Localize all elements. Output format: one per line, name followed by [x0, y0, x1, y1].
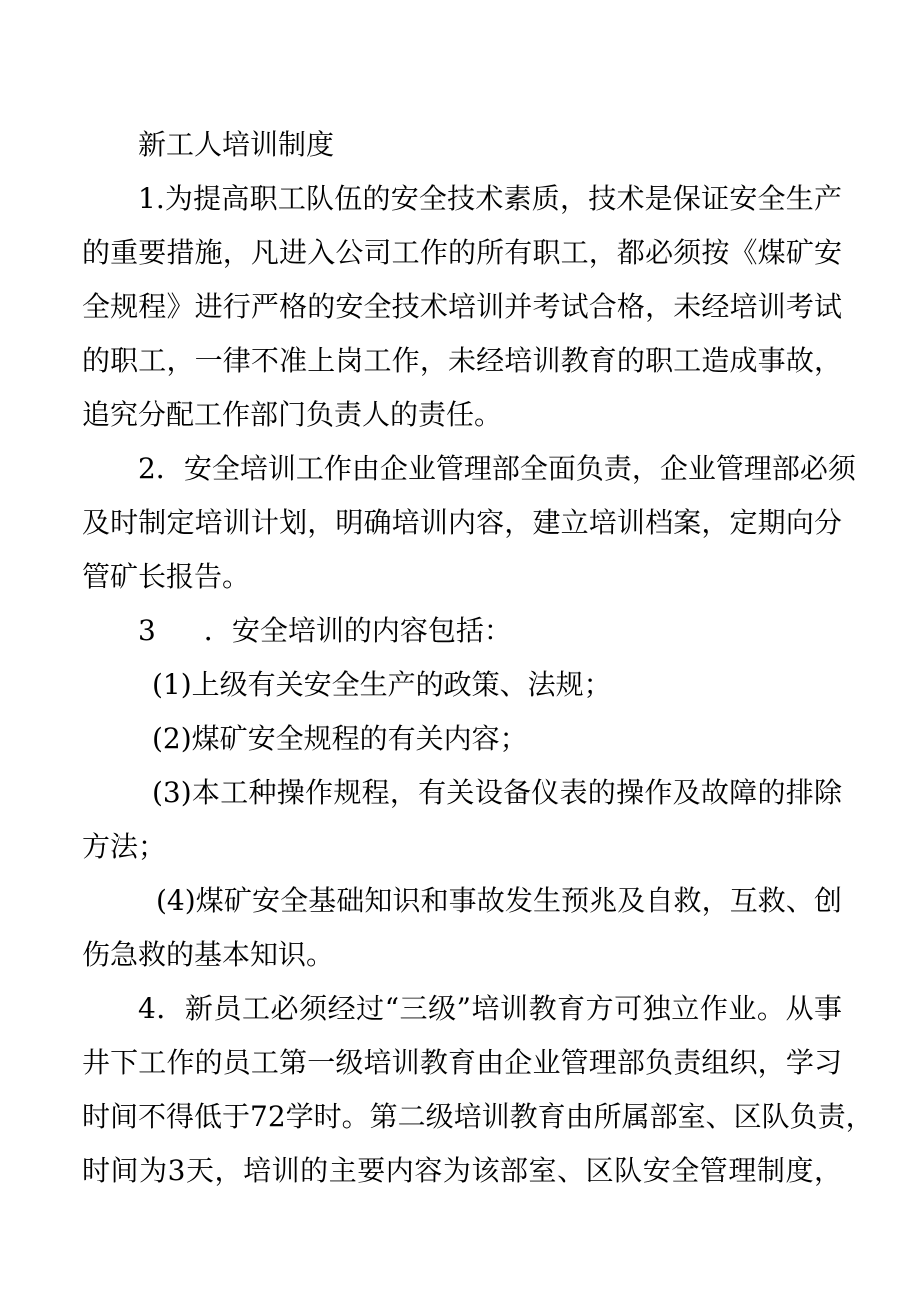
list-item-line: 伤急救的基本知识。 — [82, 938, 335, 971]
paragraph-line: 时间为3天，培训的主要内容为该部室、区队安全管理制度， — [82, 1154, 842, 1187]
document-body — [82, 118, 874, 1198]
list-item-2: (2)煤矿安全规程的有关内容； — [152, 722, 528, 755]
paragraph-line: 2．安全培训工作由企业管理部全面负责，企业管理部必须 — [138, 452, 856, 485]
paragraph-line: 的职工，一律不准上岗工作，未经培训教育的职工造成事故， — [82, 344, 842, 377]
paragraph-3 — [82, 604, 842, 658]
paragraph-line: 4．新员工必须经过“三级”培训教育方可独立作业。从事 — [138, 992, 842, 1025]
paragraph-3-text: ．安全培训的内容包括： — [203, 614, 512, 647]
paragraph-line: 追究分配工作部门负责人的责任。 — [82, 398, 503, 431]
list-item-line: (3)本工种操作规程，有关设备仪表的操作及故障的排除 — [152, 776, 842, 809]
list-item-3 — [82, 766, 842, 874]
paragraph-line: 全规程》进行严格的安全技术培训并考试合格，未经培训考试 — [82, 290, 842, 323]
paragraph-4 — [82, 982, 874, 1198]
paragraph-line: 时间不得低于72学时。第二级培训教育由所属部室、区队负责， — [82, 1100, 874, 1133]
paragraph-2 — [82, 442, 856, 604]
paragraph-line: 井下工作的员工第一级培训教育由企业管理部负责组织，学习 — [82, 1046, 842, 1079]
paragraph-line: 1.为提高职工队伍的安全技术素质，技术是保证安全生产 — [138, 182, 842, 215]
list-item-1: (1)上级有关安全生产的政策、法规； — [152, 668, 612, 701]
list-item-line: 方法； — [82, 830, 167, 863]
paragraph-1 — [82, 172, 842, 442]
paragraph-line: 管矿长报告。 — [82, 560, 251, 593]
list-item-4 — [82, 874, 842, 982]
list-item-line: (4)煤矿安全基础知识和事故发生预兆及自救，互救、创 — [156, 884, 842, 917]
paragraph-3-number: 3 — [138, 614, 156, 647]
paragraph-line: 及时制定培训计划，明确培训内容，建立培训档案，定期向分 — [82, 506, 842, 539]
document-title: 新工人培训制度 — [138, 128, 335, 161]
paragraph-line: 的重要措施，凡进入公司工作的所有职工，都必须按《煤矿安 — [82, 236, 842, 269]
